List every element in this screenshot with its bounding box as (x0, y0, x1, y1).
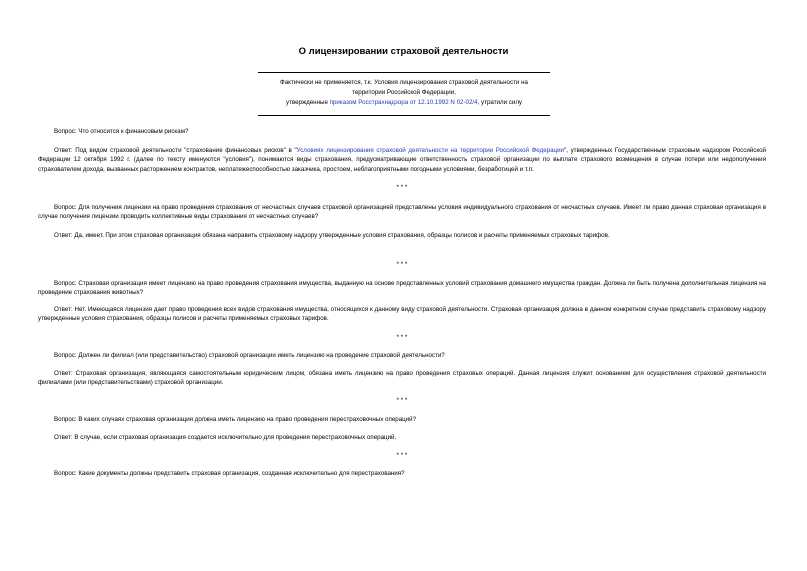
question-4: Вопрос: Должен ли филиал (или представительство) страховой организации иметь лицензию на проведение страховой деятельности? (54, 351, 445, 359)
order-date-link[interactable]: от 12.10.1992 N 02-02/4 (408, 99, 478, 106)
document-title: О лицензировании страховой деятельности (298, 46, 509, 57)
answer-1 (38, 146, 766, 174)
answer-3: Ответ: Нет. Имеющаяся лицензия дает право проведения всех видов страхования имущества, относящихся к данному виду страховой деятельности. Страховая организация должна в данном конкретном случае представить страховому надзору утвержденные условия страхования, образцы полисов и расчеты применяемых страховых тарифов. (38, 306, 766, 323)
answer-1-text-end: ", утвержденных Государственным страховым надзором Российской Федерации 12 октября 1992 г. (далее по тексту именуются "условия"), понимаются виды страхования, предусматривающие ответственность страховой организации по выплате страхового возмещения в случае потери или недополучения страхователем дохода, вызванных расторжением контрактов, неплатежеспособностью заказчика, простоем, неблагоприятными погодными условиями, безработицей и т.п. (38, 147, 766, 173)
repeal-notice (258, 72, 550, 116)
question-6: Вопрос: Какие документы должны представить страховая организация, созданная исключительно для перестрахования? (54, 470, 405, 478)
notice-text-end: , утратили силу (477, 99, 523, 106)
separator: * * * (396, 183, 408, 191)
answer-4: Ответ: Страховая организация, являющаяся самостоятельным юридическим лицом, обязана иметь лицензию на право проведения страховых операций. Данная лицензия служит основанием для осуществления страховой деятельности филиалами (или представительствами) страховой организации. (38, 370, 766, 387)
order-link[interactable]: приказом Росстрахнадзора (329, 99, 409, 106)
question-2: Вопрос: Для получения лицензии на право проведения страхования от несчастных случаев страховой организацией представлены условия индивидуального страхования от несчастных случаев. Имеет ли право данная страховая организация в случае получения лицензии проводить коллективные виды страхования от несчастных случаев? (38, 204, 766, 221)
notice-text: утвержденные (285, 99, 328, 106)
notice-line-3 (258, 98, 550, 108)
separator: * * * (396, 452, 408, 460)
question-1: Вопрос: Что относится к финансовым рискам? (54, 128, 189, 135)
answer-2: Ответ: Да, имеет. При этом страховая организация обязана направить страховому надзору утвержденные условия страхования, образцы полисов и расчеты применяемых страховых тарифов. (54, 232, 610, 240)
answer-5: Ответ: В случае, если страховая организация создается исключительно для проведения перестраховочных операций. (54, 433, 397, 441)
separator: * * * (396, 397, 408, 405)
separator: * * * (396, 260, 408, 268)
answer-1-text: Ответ: Под видом страховой деятельности "страхование финансовых рисков" в " (54, 147, 297, 155)
notice-line-1: Фактически не применяется, т.к. Условия лицензирования страховой деятельности на (280, 79, 528, 86)
notice-line-2: территории Российской Федерации, (352, 89, 456, 96)
separator: * * * (396, 333, 408, 341)
document-body (38, 124, 766, 478)
conditions-link[interactable]: Условиях лицензирования страховой деятельности на территории Российской Федерации (296, 147, 565, 155)
question-5: Вопрос: В каких случаях страховая организация должна иметь лицензию на право проведения перестраховочных операций? (54, 415, 417, 423)
question-3: Вопрос: Страховая организация имеет лицензию на право проведения страхования имущества, выданную на основе представленных условий страхования домашнего имущества граждан. Должна ли быть получена дополнительная лицензия на проведение страхования животных? (38, 279, 766, 297)
